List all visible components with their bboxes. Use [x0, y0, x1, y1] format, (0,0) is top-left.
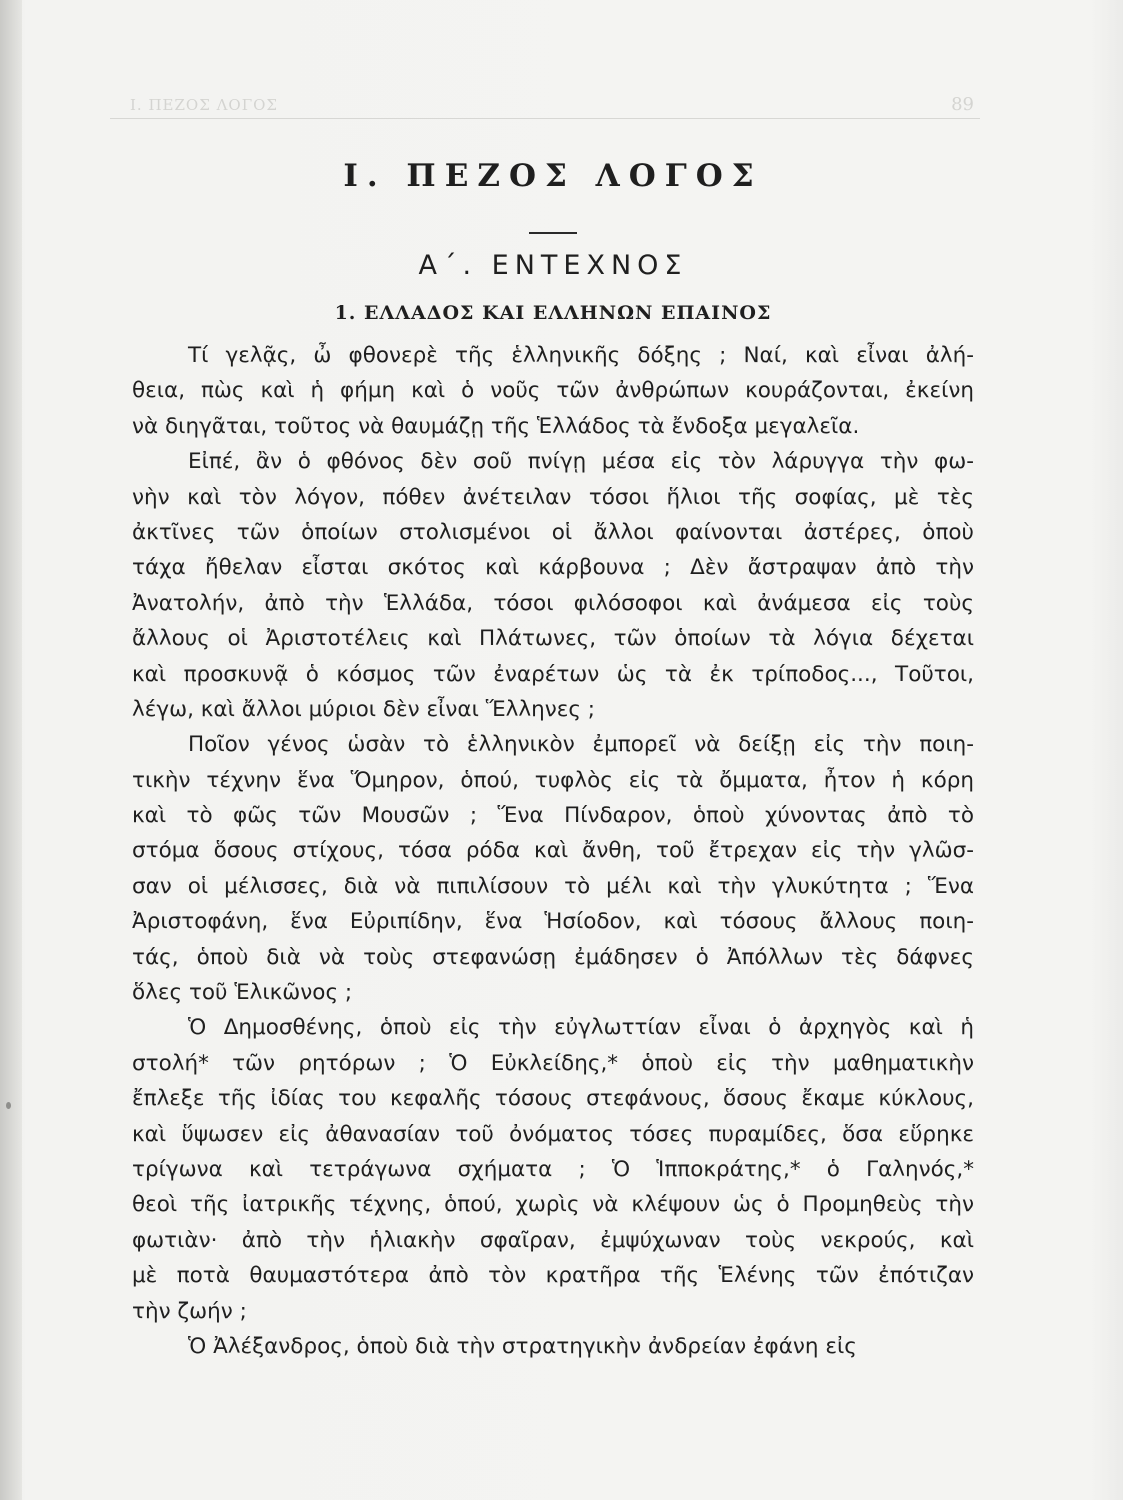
text-line: καὶ ὕψωσεν εἰς ἀθανασίαν τοῦ ὀνόματος τόσες πυραμίδες, ὅσα εὕρηκε — [132, 1121, 974, 1147]
show-through-header — [110, 88, 980, 119]
text-line: Ὁ Ἀλέξανδρος, ὁποὺ διὰ τὴν στρατηγικὴν ἀνδρείαν ἐφάνη εἰς — [188, 1333, 857, 1359]
text-line: Ὁ Δημοσθένης, ὁποὺ εἰς τὴν εὐγλωττίαν εἶναι ὁ ἀρχηγὸς καὶ ἡ — [188, 1015, 974, 1041]
page-content — [132, 150, 974, 1364]
text-line: ἀκτῖνες τῶν ὁποίων στολισμένοι οἱ ἄλλοι φαίνονται ἀστέρες, ὁποὺ — [132, 519, 974, 545]
text-line: ἄλλους οἱ Ἀριστοτέλεις καὶ Πλάτωνες, τῶν ὁποίων τὰ λόγια δέχεται — [132, 626, 974, 652]
text-line: τάς, ὁποὺ διὰ νὰ τοὺς στεφανώσῃ ἐμάδησεν ὁ Ἀπόλλων τὲς δάφνες — [132, 944, 974, 970]
text-line: Ἀριστοφάνη, ἕνα Εὐριπίδην, ἕνα Ἡσίοδον, καὶ τόσους ἄλλους ποιη- — [132, 909, 974, 935]
text-line: Ποῖον γένος ὡσὰν τὸ ἑλληνικὸν ἐμπορεῖ νὰ δείξῃ εἰς τὴν ποιη- — [188, 732, 974, 758]
text-line: σαν οἱ μέλισσες, διὰ νὰ πιπιλίσουν τὸ μέλι καὶ τὴν γλυκύτητα ; Ἕνα — [132, 873, 974, 899]
section-title: Α΄. ΕΝΤΕΧΝΟΣ — [418, 250, 688, 281]
text-line: καὶ τὸ φῶς τῶν Μουσῶν ; Ἕνα Πίνδαρον, ὁποὺ χύνοντας ἀπὸ τὸ — [132, 803, 974, 829]
text-line: τάχα ἤθελαν εἶσται σκότος καὶ κάρβουνα ; Δὲν ἄστραψαν ἀπὸ τὴν — [132, 555, 974, 581]
text-line: στόμα ὅσους στίχους, τόσα ρόδα καὶ ἄνθη, τοῦ ἔτρεχαν εἰς τὴν γλῶσ- — [132, 838, 974, 864]
subsection-title: 1. ΕΛΛΑΔΟΣ ΚΑΙ ΕΛΛΗΝΩΝ ΕΠΑΙΝΟΣ — [334, 302, 772, 324]
paragraph — [132, 1010, 974, 1329]
text-line: καὶ προσκυνᾷ ὁ κόσμος τῶν ἐναρέτων ὡς τὰ ἐκ τρίποδος..., Τοῦτοι, — [132, 661, 974, 687]
text-line: λέγω, καὶ ἄλλοι μύριοι δὲν εἶναι Ἕλληνες ; — [132, 696, 596, 722]
print-smudge — [6, 1102, 11, 1109]
text-line: φωτιὰν· ἀπὸ τὴν ἡλιακὴν σφαῖραν, ἐμψύχωναν τοὺς νεκρούς, καὶ — [132, 1227, 974, 1253]
text-line: Τί γελᾷς, ὦ φθονερὲ τῆς ἑλληνικῆς δόξης ; Ναί, καὶ εἶναι ἀλή- — [188, 343, 974, 368]
text-line: τὴν ζωήν ; — [132, 1298, 247, 1324]
text-line: Ἀνατολήν, ἀπὸ τὴν Ἑλλάδα, τόσοι φιλόσοφοι καὶ ἀνάμεσα εἰς τοὺς — [132, 590, 974, 616]
text-line: ἔπλεξε τῆς ἰδίας του κεφαλῆς τόσους στεφάνους, ὅσους ἔκαμε κύκλους, — [132, 1086, 974, 1112]
text-line: ὅλες τοῦ Ἑλικῶνος ; — [132, 980, 353, 1006]
text-line: Εἰπέ, ἂν ὁ φθόνος δὲν σοῦ πνίγῃ μέσα εἰς τὸν λάρυγγα τὴν φω- — [188, 449, 974, 475]
text-line: θεοὶ τῆς ἰατρικῆς τέχνης, ὁπού, χωρὶς νὰ κλέψουν ὡς ὁ Προμηθεὺς τὴν — [132, 1192, 974, 1218]
body-text — [132, 338, 974, 1364]
page-number: 89 — [951, 94, 974, 115]
paragraph — [132, 444, 974, 727]
text-line: στολή* τῶν ρητόρων ; Ὁ Εὐκλείδης,* ὁποὺ εἰς τὴν μαθηματικὴν — [132, 1050, 974, 1076]
text-line: τικὴν τέχνην ἕνα Ὅμηρον, ὁπού, τυφλὸς εἰς τὰ ὄμματα, ἦτον ἡ κόρη — [132, 767, 974, 793]
text-line: θεια, πὼς καὶ ἡ φήμη καὶ ὁ νοῦς τῶν ἀνθρώπων κουράζονται, ἐκείνη — [132, 378, 974, 404]
binding-shadow — [0, 0, 22, 1500]
title-rule — [529, 232, 577, 234]
paragraph — [132, 727, 974, 1010]
paragraph — [132, 338, 974, 444]
text-line: τρίγωνα καὶ τετράγωνα σχήματα ; Ὁ Ἱπποκράτης,* ὁ Γαληνός,* — [132, 1156, 974, 1182]
text-line: μὲ ποτὰ θαυμαστότερα ἀπὸ τὸν κρατῆρα τῆς Ἑλένης τῶν ἐπότιζαν — [132, 1263, 974, 1289]
text-line: νὰ διηγᾶται, τοῦτος νὰ θαυμάζῃ τῆς Ἑλλάδος τὰ ἔνδοξα μεγαλεῖα. — [132, 413, 860, 439]
running-title: Ι. ΠΕΖΟΣ ΛΟΓΟΣ — [130, 96, 279, 114]
text-line: νὴν καὶ τὸν λόγον, πόθεν ἀνέτειλαν τόσοι ἥλιοι τῆς σοφίας, μὲ τὲς — [132, 484, 974, 510]
part-title: Ι. ΠΕΖΟΣ ΛΟΓΟΣ — [343, 158, 763, 194]
paragraph — [132, 1329, 974, 1364]
